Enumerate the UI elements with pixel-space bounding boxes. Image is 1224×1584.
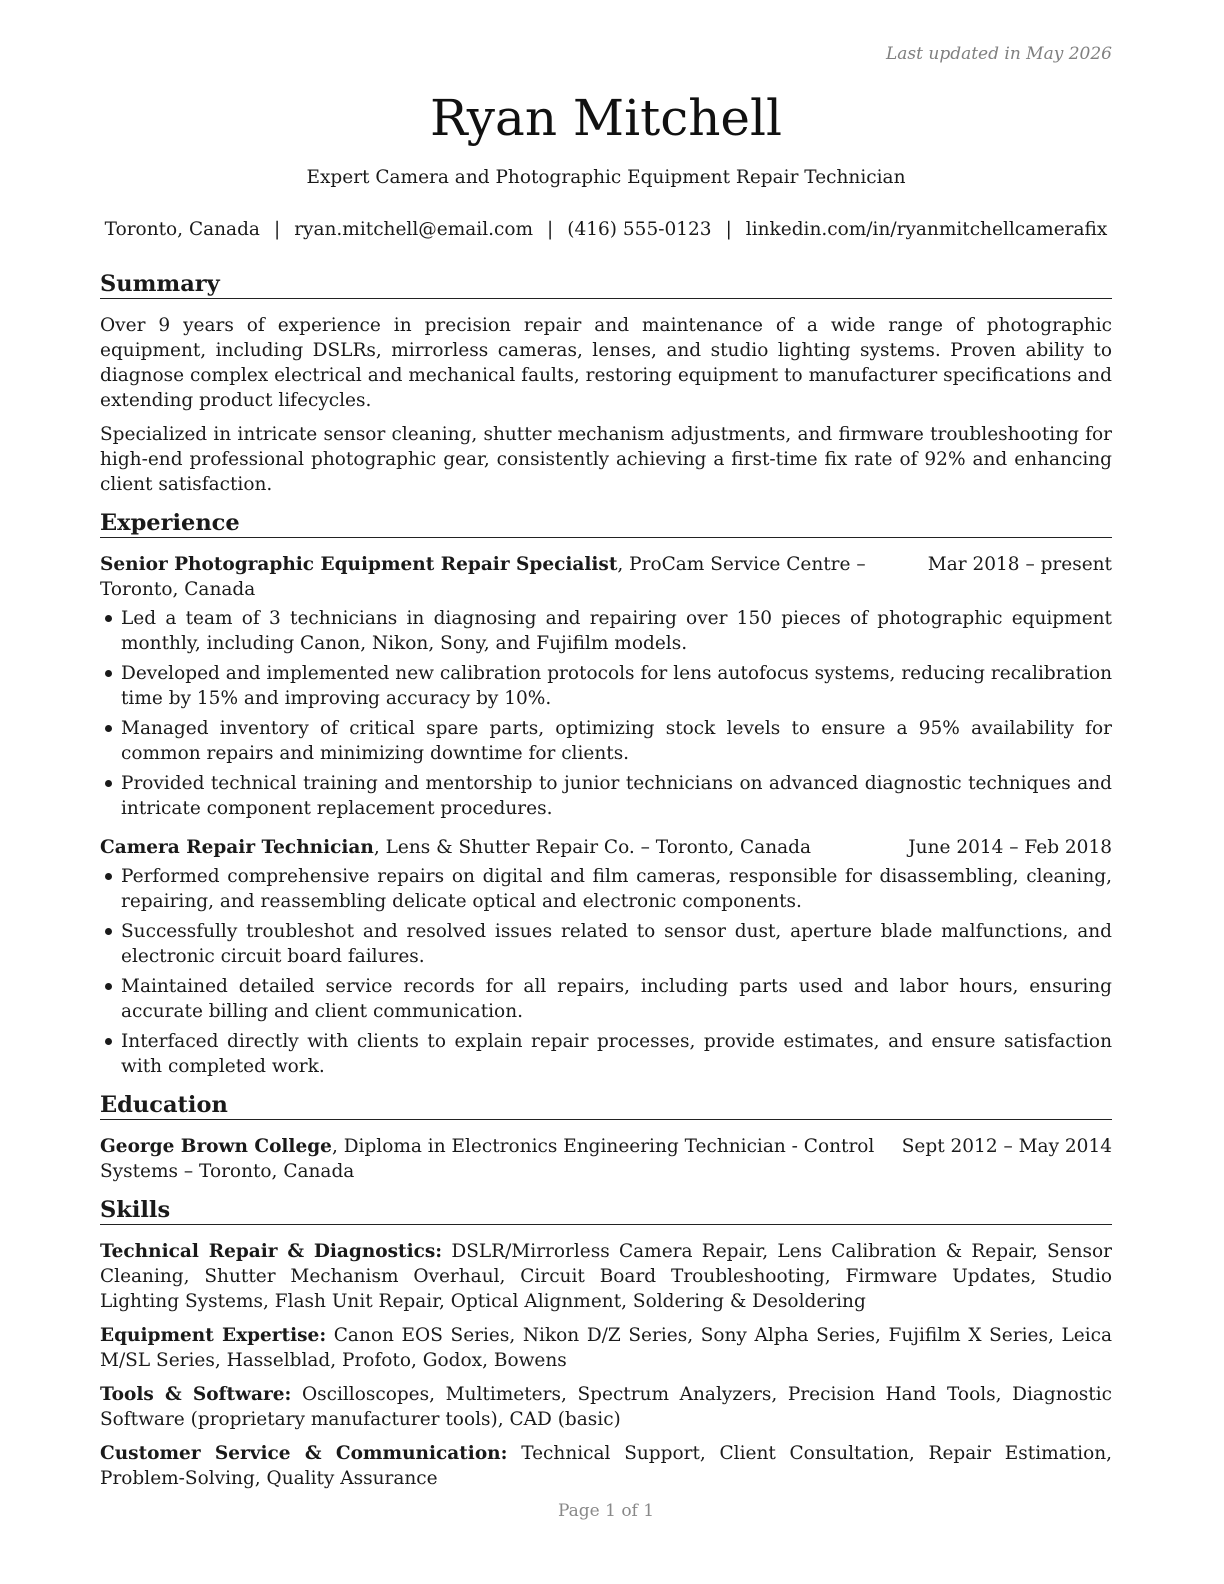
skill-line (100, 1382, 1112, 1432)
experience-section (100, 509, 1112, 1079)
skill-line (100, 1239, 1112, 1314)
skill-label: Equipment Expertise: (100, 1325, 327, 1346)
section-title-education: Education (100, 1091, 1112, 1120)
job-date: Mar 2018 – present (927, 554, 1112, 575)
job-bullet: Managed inventory of critical spare parts, optimizing stock levels to ensure a 95% availability for common repairs and minimizing downtime for clients. (100, 716, 1112, 766)
job-header (100, 552, 1112, 602)
skill-label: Customer Service & Communication: (100, 1443, 508, 1464)
contact-line (100, 219, 1112, 240)
education-date: Sept 2012 – May 2014 (901, 1136, 1112, 1157)
job-bullet: Interfaced directly with clients to explain repair processes, provide estimates, and ensure satisfaction with completed work. (100, 1029, 1112, 1079)
education-entry (100, 1134, 1112, 1184)
skill-label: Technical Repair & Diagnostics: (100, 1241, 443, 1262)
job-bullets (100, 606, 1112, 821)
education-school: George Brown College (100, 1136, 332, 1157)
summary-paragraph: Over 9 years of experience in precision repair and maintenance of a wide range of photographic equipment, including DSLRs, mirrorless cameras, lenses, and studio lighting systems. Proven ability to diagnose complex electrical and mechanical faults, restoring equipment to manufacturer specifications and extending product lifecycles. (100, 315, 1112, 411)
last-updated: Last updated in May 2026 (885, 44, 1112, 64)
education-section (100, 1091, 1112, 1184)
job-entry (100, 552, 1112, 821)
contact-email[interactable]: ryan.mitchell@email.com (294, 219, 534, 240)
job-header (100, 835, 1112, 860)
education-detail: , Diploma in Electronics Engineering Technician - Control Systems – Toronto, Canada (100, 1136, 875, 1182)
job-bullet: Successfully troubleshot and resolved issues related to sensor dust, aperture blade malfunctions, and electronic circuit board failures. (100, 919, 1112, 969)
summary-paragraph: Specialized in intricate sensor cleaning, shutter mechanism adjustments, and firmware troubleshooting for high-end professional photographic gear, consistently achieving a first-time fix rate of 92% and enhancing client satisfaction. (100, 424, 1112, 495)
job-bullet: Led a team of 3 technicians in diagnosing and repairing over 150 pieces of photographic equipment monthly, including Canon, Nikon, Sony, and Fujifilm models. (100, 606, 1112, 656)
job-entry (100, 835, 1112, 1079)
contact-location: Toronto, Canada (104, 219, 260, 240)
skills-section (100, 1196, 1112, 1491)
candidate-name: Ryan Mitchell (430, 89, 782, 147)
page-footer: Page 1 of 1 (557, 1501, 655, 1521)
section-title-summary: Summary (100, 270, 1112, 299)
job-bullet: Maintained detailed service records for all repairs, including parts used and labor hours, ensuring accurate billing and client communication. (100, 974, 1112, 1024)
section-title-skills: Skills (100, 1196, 1112, 1225)
section-title-experience: Experience (100, 509, 1112, 538)
job-role: Camera Repair Technician (100, 837, 374, 858)
contact-separator: | (273, 219, 281, 240)
resume-page (100, 0, 1112, 1584)
job-date: June 2014 – Feb 2018 (908, 837, 1112, 858)
job-org: , ProCam Service Centre – Toronto, Canada (100, 554, 866, 600)
skill-text: Canon EOS Series, Nikon D/Z Series, Sony Alpha Series, Fujifilm X Series, Leica M/SL Series, Hasselblad, Profoto, Godox, Bowens (100, 1325, 1112, 1371)
summary-section (100, 270, 1112, 497)
skill-line (100, 1441, 1112, 1491)
job-bullets (100, 864, 1112, 1079)
contact-linkedin[interactable]: linkedin.com/in/ryanmitchellcamerafix (745, 219, 1108, 240)
job-bullet: Performed comprehensive repairs on digital and film cameras, responsible for disassembling, cleaning, repairing, and reassembling delicate optical and electronic components. (100, 864, 1112, 914)
skill-text: Oscilloscopes, Multimeters, Spectrum Analyzers, Precision Hand Tools, Diagnostic Software (proprietary manufacturer tools), CAD (basic) (100, 1384, 1113, 1430)
contact-separator: | (547, 219, 554, 240)
tagline: Expert Camera and Photographic Equipment Repair Technician (306, 167, 906, 188)
skill-text: Technical Support, Client Consultation, Repair Estimation, Problem-Solving, Quality Assurance (100, 1443, 1113, 1489)
job-bullet: Developed and implemented new calibration protocols for lens autofocus systems, reducing recalibration time by 15% and improving accuracy by 10%. (100, 661, 1112, 711)
job-bullet: Provided technical training and mentorship to junior technicians on advanced diagnostic techniques and intricate component replacement procedures. (100, 771, 1112, 821)
contact-phone[interactable]: (416) 555-0123 (567, 219, 712, 240)
skill-line (100, 1323, 1112, 1373)
job-role: Senior Photographic Equipment Repair Specialist (100, 554, 618, 575)
skill-text: DSLR/Mirrorless Camera Repair, Lens Calibration & Repair, Sensor Cleaning, Shutter Mechanism Overhaul, Circuit Board Troubleshooting, Firmware Updates, Studio Lighting Systems, Flash Unit Repair, Optical Alignment, Soldering & Desoldering (100, 1241, 1112, 1312)
job-org: , Lens & Shutter Repair Co. – Toronto, Canada (373, 837, 812, 858)
resume-content (100, 270, 1112, 1503)
skill-label: Tools & Software: (100, 1384, 292, 1405)
contact-separator: | (725, 219, 732, 240)
